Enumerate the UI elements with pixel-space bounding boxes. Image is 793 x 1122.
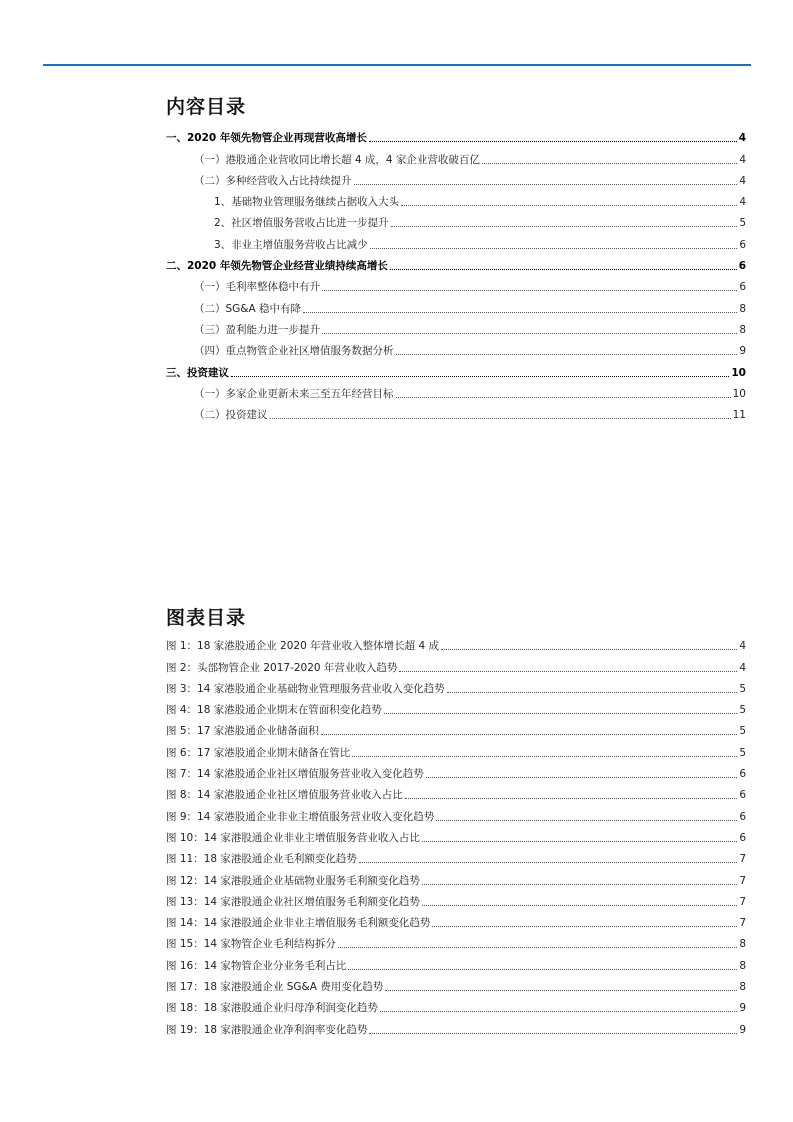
figure-entry-page-number: 7 [739, 917, 746, 930]
dot-leader [354, 184, 738, 185]
figure-entry[interactable] [166, 760, 746, 781]
dot-leader [396, 397, 731, 398]
toc-entry[interactable] [166, 252, 746, 273]
figure-entry[interactable] [166, 696, 746, 717]
toc-entry-text: （一）毛利率整体稳中有升 [194, 281, 320, 294]
toc-entry-text: （二）投资建议 [194, 409, 268, 422]
toc-entry-page-number: 6 [739, 281, 746, 294]
toc-entry-page-number: 6 [738, 260, 746, 273]
dot-leader [426, 777, 738, 778]
figure-entry-text: 图 13：14 家港股通企业社区增值服务毛利额变化趋势 [166, 895, 420, 908]
figure-entry[interactable] [166, 1015, 746, 1036]
dot-leader [321, 734, 738, 735]
figure-entry[interactable] [166, 781, 746, 802]
figure-entry-page-number: 6 [739, 768, 746, 781]
figure-entry-page-number: 5 [739, 746, 746, 759]
figure-entry[interactable] [166, 717, 746, 738]
figure-entry-text: 图 5：17 家港股通企业储备面积 [166, 725, 319, 738]
dot-leader [432, 926, 737, 927]
toc-entry[interactable] [166, 337, 746, 358]
dot-leader [352, 756, 737, 757]
dot-leader [359, 862, 737, 863]
dot-leader [422, 905, 737, 906]
toc-entry[interactable] [166, 124, 746, 145]
figure-entry-page-number: 6 [739, 831, 746, 844]
dot-leader [338, 947, 737, 948]
dot-leader [380, 1011, 737, 1012]
figure-entry[interactable] [166, 951, 746, 972]
toc-entry-page-number: 10 [732, 387, 746, 400]
figure-entry-text: 图 16：14 家物管企业分业务毛利占比 [166, 959, 347, 972]
figure-entry-page-number: 9 [739, 1002, 746, 1015]
toc-entry-text: 二、2020 年领先物管企业经营业绩持续高增长 [166, 260, 388, 273]
figure-entry-text: 图 8：14 家港股通企业社区增值服务营业收入占比 [166, 789, 403, 802]
figure-entry-page-number: 7 [739, 895, 746, 908]
toc-entry[interactable] [166, 380, 746, 401]
dot-leader [422, 841, 737, 842]
figure-entry-text: 图 15：14 家物管企业毛利结构拆分 [166, 938, 336, 951]
toc-entry-text: （一）港股通企业营收同比增长超 4 成，4 家企业营收破百亿 [194, 153, 480, 166]
toc-entry-text: （二）SG&A 稳中有降 [194, 302, 302, 315]
figure-entry-page-number: 4 [739, 661, 746, 674]
figure-entry-text: 图 6：17 家港股通企业期末储备在管比 [166, 746, 351, 759]
toc-entry-text: 三、投资建议 [166, 366, 229, 379]
toc-entry-text: 2、社区增值服务营收占比进一步提升 [214, 217, 389, 230]
toc-entry[interactable] [166, 316, 746, 337]
toc-entry[interactable] [166, 167, 746, 188]
figure-entry[interactable] [166, 930, 746, 951]
figure-entry-page-number: 7 [739, 853, 746, 866]
toc-entry[interactable] [166, 188, 746, 209]
header-rule [43, 64, 751, 66]
figure-entry-page-number: 5 [739, 682, 746, 695]
figure-entry-text: 图 17：18 家港股通企业 SG&A 费用变化趋势 [166, 981, 384, 994]
figures-title: 图表目录 [166, 607, 247, 629]
toc-entry-page-number: 6 [739, 238, 746, 251]
figure-entry-page-number: 8 [739, 981, 746, 994]
figure-entry-text: 图 11：18 家港股通企业毛利额变化趋势 [166, 853, 357, 866]
toc-entry-page-number: 4 [739, 196, 746, 209]
dot-leader [422, 884, 737, 885]
figure-entry[interactable] [166, 824, 746, 845]
toc-entry-page-number: 8 [739, 302, 746, 315]
toc-entry-text: （一）多家企业更新未来三至五年经营目标 [194, 387, 394, 400]
figure-entry-page-number: 7 [739, 874, 746, 887]
figure-entry-text: 图 1：18 家港股通企业 2020 年营业收入整体增长超 4 成 [166, 640, 439, 653]
figure-entry-text: 图 2：头部物管企业 2017-2020 年营业收入趋势 [166, 661, 398, 674]
dot-leader [401, 205, 737, 206]
dot-leader [391, 226, 738, 227]
dot-leader [436, 820, 737, 821]
toc-entry-text: （二）多种经营收入占比持续提升 [194, 174, 352, 187]
figure-entry-page-number: 6 [739, 810, 746, 823]
toc-entry-page-number: 8 [739, 323, 746, 336]
figure-entry-page-number: 8 [739, 959, 746, 972]
dot-leader [405, 798, 738, 799]
figure-entry-text: 图 7：14 家港股通企业社区增值服务营业收入变化趋势 [166, 768, 424, 781]
figure-entry[interactable] [166, 845, 746, 866]
toc-entry-text: （三）盈利能力进一步提升 [194, 323, 320, 336]
toc-entry[interactable] [166, 401, 746, 422]
toc-entry-page-number: 4 [739, 153, 746, 166]
figure-entry-text: 图 10：14 家港股通企业非业主增值服务营业收入占比 [166, 831, 420, 844]
figure-entry-page-number: 9 [739, 1023, 746, 1036]
figure-entry-text: 图 3：14 家港股通企业基础物业管理服务营业收入变化趋势 [166, 682, 445, 695]
figure-entry-page-number: 6 [739, 789, 746, 802]
dot-leader [370, 248, 738, 249]
figure-entry-text: 图 19：18 家港股通企业净利润率变化趋势 [166, 1023, 368, 1036]
dot-leader [390, 269, 737, 270]
figure-entry-text: 图 14：14 家港股通企业非业主增值服务毛利额变化趋势 [166, 917, 431, 930]
dot-leader [270, 418, 731, 419]
figure-entry-page-number: 5 [739, 704, 746, 717]
figure-entry[interactable] [166, 632, 746, 653]
toc-entry-text: （四）重点物管企业社区增值服务数据分析 [194, 345, 394, 358]
figure-entry-text: 图 4：18 家港股通企业期末在管面积变化趋势 [166, 704, 382, 717]
dot-leader [369, 141, 737, 142]
toc-entry[interactable] [166, 230, 746, 251]
toc-entry-text: 1、基础物业管理服务继续占据收入大头 [214, 196, 400, 209]
figure-entry[interactable] [166, 653, 746, 674]
toc-entry-page-number: 9 [739, 345, 746, 358]
toc-entry-text: 一、2020 年领先物管企业再现营收高增长 [166, 132, 367, 145]
figure-entry-text: 图 12：14 家港股通企业基础物业服务毛利额变化趋势 [166, 874, 420, 887]
dot-leader [441, 649, 737, 650]
figure-entry[interactable] [166, 888, 746, 909]
figure-entry-text: 图 9：14 家港股通企业非业主增值服务营业收入变化趋势 [166, 810, 435, 823]
dot-leader [396, 354, 738, 355]
toc-entry[interactable] [166, 209, 746, 230]
figure-entry[interactable] [166, 738, 746, 759]
toc-entry-page-number: 4 [739, 174, 746, 187]
toc-entry-page-number: 5 [739, 217, 746, 230]
figure-entry[interactable] [166, 994, 746, 1015]
toc-entry-text: 3、非业主增值服务营收占比减少 [214, 238, 368, 251]
figure-entry[interactable] [166, 909, 746, 930]
figure-entry-page-number: 5 [739, 725, 746, 738]
toc-entry-page-number: 10 [731, 366, 746, 379]
dot-leader [322, 333, 737, 334]
contents-title: 内容目录 [166, 96, 247, 118]
toc-entry[interactable] [166, 145, 746, 166]
dot-leader [482, 163, 737, 164]
figure-entry[interactable] [166, 973, 746, 994]
toc-entry[interactable] [166, 358, 746, 379]
toc-entry-page-number: 11 [732, 409, 746, 422]
dot-leader [399, 671, 737, 672]
figure-entry[interactable] [166, 675, 746, 696]
figure-entry-page-number: 8 [739, 938, 746, 951]
toc-entry-page-number: 4 [738, 132, 746, 145]
figures-list [166, 632, 746, 1037]
toc-entry[interactable] [166, 294, 746, 315]
dot-leader [303, 312, 737, 313]
dot-leader [322, 290, 737, 291]
figure-entry[interactable] [166, 802, 746, 823]
dot-leader [384, 713, 738, 714]
toc-entry[interactable] [166, 273, 746, 294]
contents-list [166, 124, 746, 422]
figure-entry[interactable] [166, 866, 746, 887]
dot-leader [348, 969, 737, 970]
dot-leader [369, 1033, 737, 1034]
figure-entry-page-number: 4 [739, 640, 746, 653]
dot-leader [231, 376, 729, 377]
figure-entry-text: 图 18：18 家港股通企业归母净利润变化趋势 [166, 1002, 378, 1015]
dot-leader [447, 692, 738, 693]
dot-leader [385, 990, 737, 991]
